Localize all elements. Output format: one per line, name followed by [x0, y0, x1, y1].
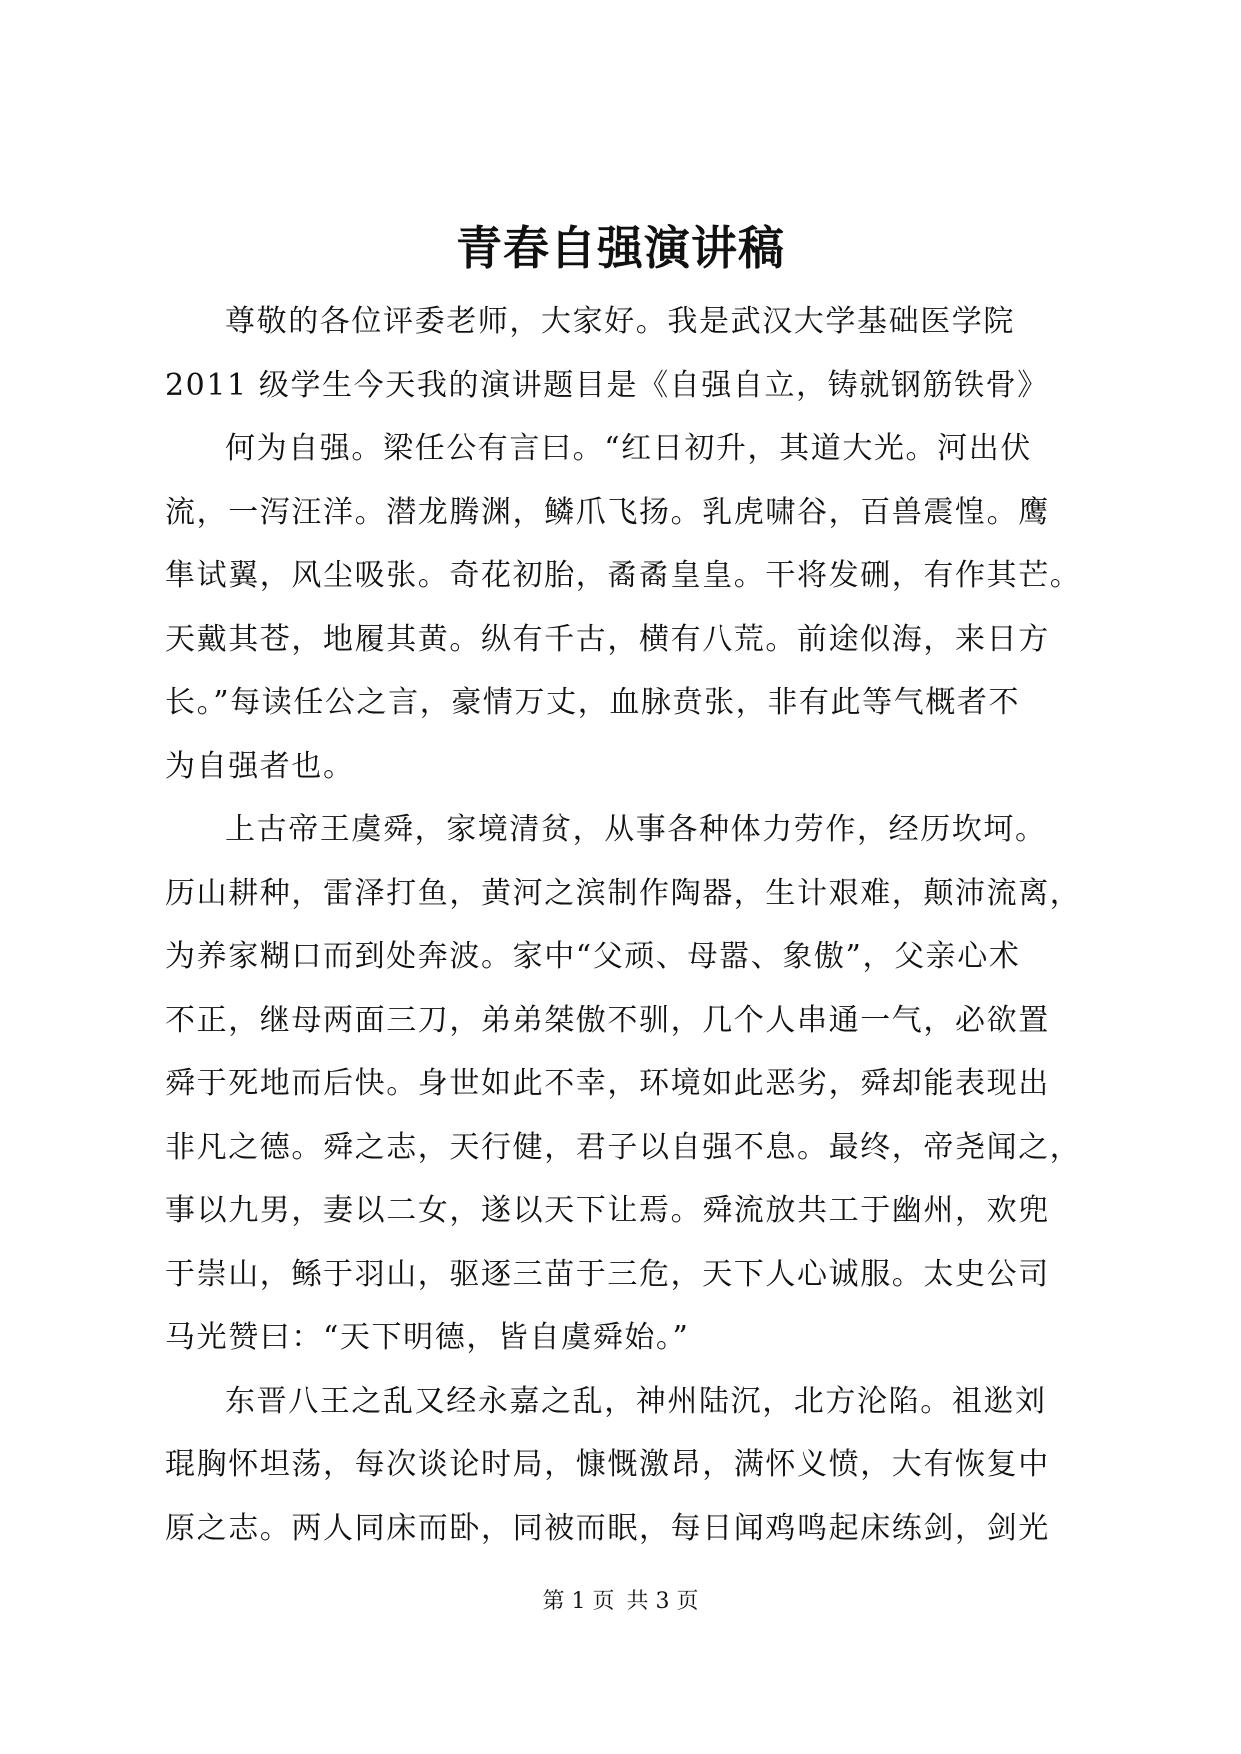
text-line: 为自强者也。 [165, 748, 355, 784]
paragraph-self-strength [165, 417, 1080, 798]
text-line: 马光赞曰：“天下明德，皆自虞舜始。” [165, 1320, 690, 1355]
text-line: 2011 级学生今天我的演讲题目是《自强自立，铸就钢筋铁骨》 [165, 367, 1049, 403]
text-line: 不正，继母两面三刀，弟弟桀傲不驯，几个人串通一气，必欲置 [165, 1002, 1050, 1038]
text-line: 琨胸怀坦荡，每次谈论时局，慷慨激昂，满怀义愤，大有恢复中 [165, 1447, 1050, 1482]
text-line: 流，一泻汪洋。潜龙腾渊，鳞爪飞扬。乳虎啸谷，百兽震惶。鹰 [165, 494, 1050, 530]
page-number: 第 1 页 [542, 1589, 615, 1614]
text-line: 上古帝王虞舜，家境清贫，从事各种体力劳作，经历坎坷。 [225, 812, 1047, 847]
document-title: 青春自强演讲稿 [456, 221, 785, 275]
page-footer [0, 1587, 1241, 1617]
paragraph-greeting [165, 290, 1080, 417]
paragraph-zu-ti [165, 1370, 1080, 1561]
text-line: 隼试翼，风尘吸张。奇花初胎，矞矞皇皇。干将发硎，有作其芒。 [165, 558, 1082, 593]
text-line: 事以九男，妻以二女，遂以天下让焉。舜流放共工于幽州，欢兜 [165, 1193, 1050, 1228]
text-line: 何为自强。梁任公有言曰。“红日初升，其道大光。河出伏 [225, 431, 1032, 466]
text-line: 尊敬的各位评委老师，大家好。我是武汉大学基础医学院 [225, 304, 1015, 339]
text-line: 非凡之德。舜之志，天行健，君子以自强不息。最终，帝尧闻之， [165, 1129, 1082, 1165]
text-line: 于崇山，鲧于羽山，驱逐三苗于三危，天下人心诚服。太史公司 [165, 1256, 1050, 1292]
text-line: 原之志。两人同床而卧，同被而眠，每日闻鸡鸣起床练剑，剑光 [165, 1510, 1050, 1546]
text-line: 天戴其苍，地履其黄。纵有千古，横有八荒。前途似海，来日方 [165, 621, 1050, 657]
text-line: 历山耕种，雷泽打鱼，黄河之滨制作陶器，生计艰难，颠沛流离， [165, 875, 1082, 911]
text-line: 东晋八王之乱又经永嘉之乱，神州陆沉，北方沦陷。祖逖刘 [225, 1383, 1047, 1419]
text-line: 为养家糊口而到处奔波。家中“父顽、母嚣、象傲”，父亲心术 [165, 939, 1021, 974]
text-line: 舜于死地而后快。身世如此不幸，环境如此恶劣，舜却能表现出 [165, 1066, 1050, 1101]
page-total: 共 3 页 [626, 1589, 699, 1614]
document-body [165, 290, 1080, 1560]
paragraph-yu-shun [165, 798, 1080, 1370]
text-line: 长。”每读任公之言，豪情万丈，血脉贲张，非有此等气概者不 [165, 685, 1021, 720]
